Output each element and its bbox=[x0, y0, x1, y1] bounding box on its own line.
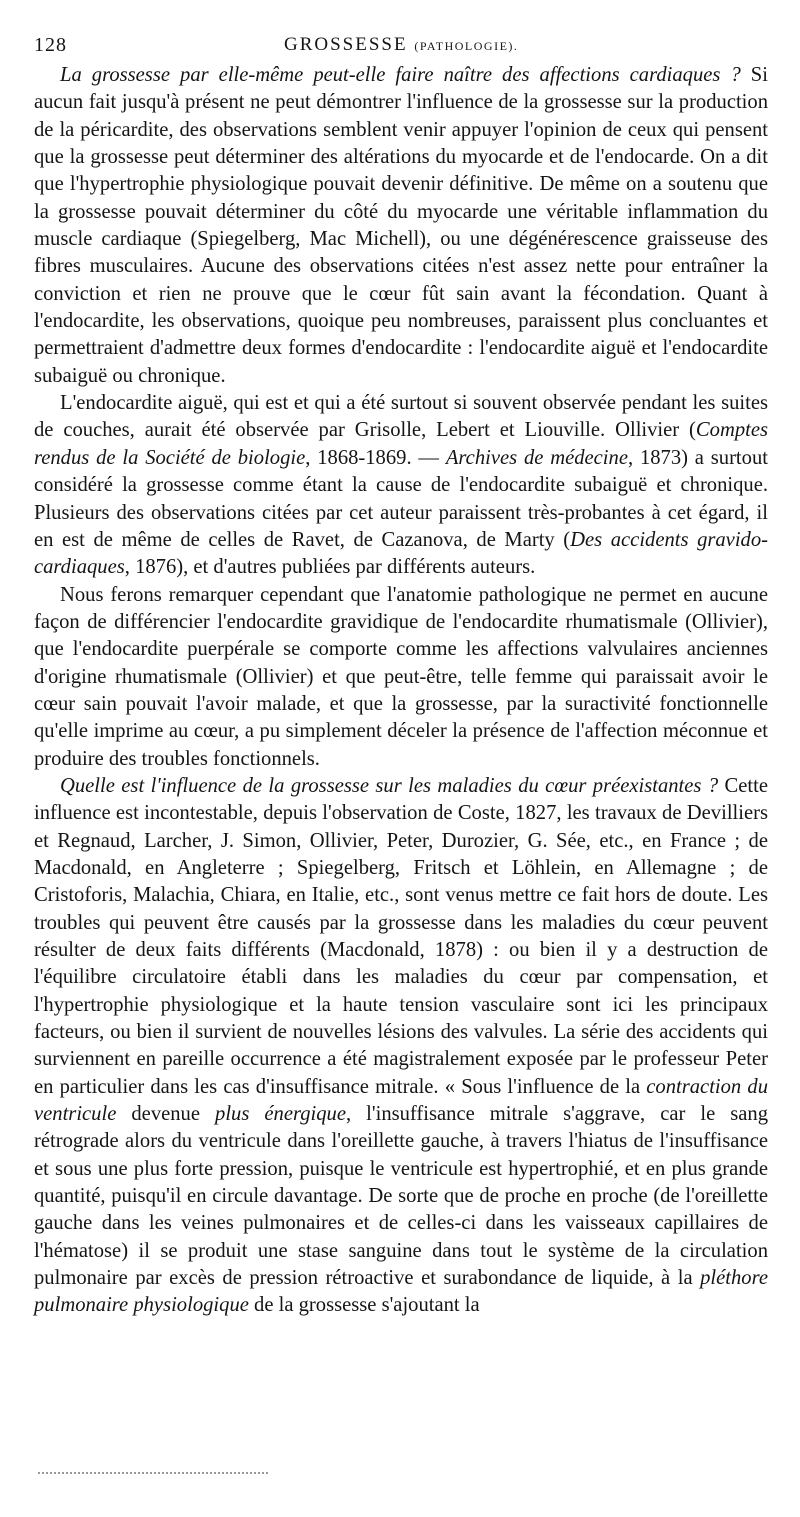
citation-title: Des accidents gravido-cardiaques bbox=[34, 528, 768, 579]
paragraph-acute-endocarditis bbox=[34, 390, 768, 581]
running-title-main: GROSSESSE bbox=[284, 34, 408, 55]
paragraph-text: de la grossesse s'ajoutant la bbox=[248, 1294, 480, 1317]
paragraph-text: , 1873) a surtout considéré la grossesse comme étant la cause de l'endocardite subaiguë et chronique. Plusieurs des observations citées par cet auteur paraissent très-probantes à cet égard, il en est de même de celles de Ravet, de Cazanova, de Marty ( bbox=[34, 446, 768, 551]
book-page bbox=[34, 26, 768, 1496]
paragraph-heart-affections bbox=[34, 62, 768, 390]
paragraph-text: Nous ferons remarquer cependant que l'anatomie pathologique ne permet en aucune façon de différencier l'endocardite gravidique de l'endocardite rhumatismale (Ollivier), que l'endocardite puerpérale se comporte comme les affections valvulaires anciennes d'origine rhumatismale (Ollivier) et que peut-être, telle femme qui paraissait avoir le cœur sain pouvait l'avoir malade, et que la grossesse, par la suractivité fonctionnelle qu'elle imprime au cœur, a pu simplement déceler la présence de l'affection méconnue et produire des troubles fonctionnels. bbox=[34, 583, 768, 770]
paragraph-text: devenue bbox=[116, 1103, 216, 1126]
paragraph-pathological-anatomy bbox=[34, 582, 768, 773]
citation-title: Archives de médecine bbox=[445, 446, 628, 469]
paragraph-text: , 1868-1869. — bbox=[305, 446, 446, 469]
running-title-subtitle: (PATHOLOGIE). bbox=[414, 39, 519, 53]
paragraph-text: L'endocardite aiguë, qui est et qui a été surtout si souvent observée pendant les suites de couches, aurait été observée par Grisolle, Lebert et Liouville. Ollivier ( bbox=[34, 392, 768, 442]
paragraph-text: , 1876), et d'autres publiées par différents auteurs. bbox=[124, 556, 536, 579]
emphasis: pléthore pulmonaire physiologique bbox=[34, 1267, 768, 1317]
paragraph-preexisting-diseases bbox=[34, 773, 768, 1320]
running-title bbox=[284, 34, 518, 56]
citation-title: Comptes rendus de la Société de biologie bbox=[34, 419, 768, 469]
running-header bbox=[34, 26, 768, 62]
emphasis: contraction du ventricule bbox=[34, 1075, 768, 1126]
page-number: 128 bbox=[34, 34, 67, 56]
footer-rule bbox=[38, 1472, 268, 1474]
paragraph-text: , l'insuffisance mitrale s'aggrave, car le sang rétrograde alors du ventricule dans l'oreillette gauche, à travers l'hiatus de l'insuffisance et sous une plus forte pression, puisque le ventricule est hypertrophié, et en plus grande quantité, puisqu'il en circule davantage. De sorte que de proche en proche (de l'oreillette gauche dans les veines pulmonaires et de celles-ci dans les vaisseaux capillaires de l'hématose) il se produit une stase sanguine dans tout le système de la circulation pulmonaire par excès de pression rétroactive et surabondance de liquide, à la bbox=[34, 1103, 769, 1290]
paragraph-lead-question: La grossesse par elle-même peut-elle faire naître des affections cardiaques ? bbox=[60, 64, 741, 86]
body-text bbox=[34, 62, 768, 1320]
paragraph-text: Si aucun fait jusqu'à présent ne peut démontrer l'influence de la grossesse sur la production de la péricardite, des observations semblent venir appuyer l'opinion de ceux qui pensent que la grossesse peut déterminer des altérations du myocarde et de l'endocarde. On a dit que l'hypertrophie physiologique pouvait devenir définitive. De même on a soutenu que la grossesse pouvait déterminer du côté du myocarde une véritable inflammation du muscle cardiaque (Spiegelberg, Mac Michell), ou une dégénérescence graisseuse des fibres musculaires. Aucune des observations citées n'est assez nette pour entraîner la conviction et rien ne prouve que le cœur fût sain avant la fécondation. Quant à l'endocardite, les observations, quoique peu nombreuses, paraissent plus concluantes et permettraient d'admettre deux formes d'endocardite : l'endocardite aiguë et l'endocardite subaiguë ou chronique. bbox=[34, 64, 768, 387]
paragraph-lead-question: Quelle est l'influence de la grossesse sur les maladies du cœur préexistantes ? bbox=[60, 774, 719, 797]
emphasis: plus énergique bbox=[215, 1103, 346, 1126]
paragraph-text: Cette influence est incontestable, depuis l'observation de Coste, 1827, les travaux de Devilliers et Regnaud, Larcher, J. Simon, Ollivier, Peter, Durozier, G. Sée, etc., en France ; de Macdonald, en Angleterre ; Spiegelberg, Fritsch et Löhlein, en Allemagne ; de Cristoforis, Malachia, Chiara, en Italie, etc., sont venus mettre ce fait hors de doute. Les troubles qui peuvent être causés par la grossesse dans les maladies du cœur peuvent résulter de deux faits différents (Macdonald, 1878) : ou bien il y a destruction de l'équilibre circulatoire établi dans les maladies du cœur par compensation, et l'hypertrophie physiologique et la haute tension vasculaire sont ici les principaux facteurs, ou bien il survient de nouvelles lésions des valvules. La série des accidents qui surviennent en pareille occurrence a été magistralement exposée par le professeur Peter en particulier dans les cas d'insuffisance mitrale. « Sous l'influence de la bbox=[34, 774, 769, 1098]
